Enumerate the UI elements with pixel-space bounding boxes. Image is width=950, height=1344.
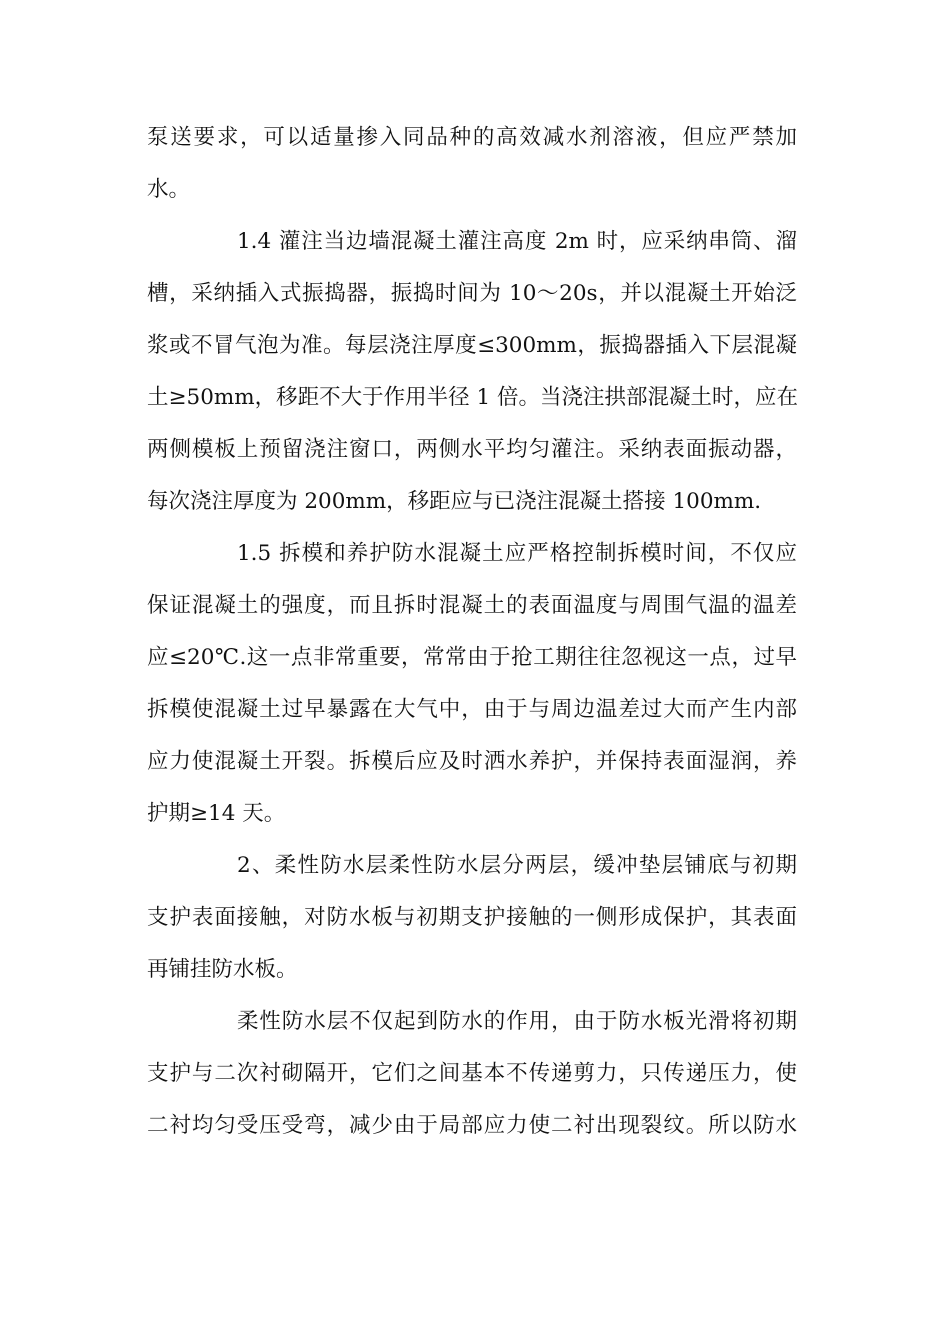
text-line: 拆模使混凝土过早暴露在大气中，由于与周边温差过大而产生内部 bbox=[147, 697, 797, 722]
text-line: 应力使混凝土开裂。拆模后应及时洒水养护，并保持表面湿润，养 bbox=[147, 749, 797, 774]
paragraph-first-line: 1.5 拆模和养护防水混凝土应严格控制拆模时间，不仅应 bbox=[237, 541, 797, 566]
text-line: 土≥50mm，移距不大于作用半径 1 倍。当浇注拱部混凝土时，应在 bbox=[147, 385, 798, 410]
text-line: 保证混凝土的强度，而且拆时混凝土的表面温度与周围气温的温差 bbox=[147, 593, 797, 618]
text-line: 支护与二次衬砌隔开，它们之间基本不传递剪力，只传递压力，使 bbox=[147, 1061, 797, 1086]
text-line: 两侧模板上预留浇注窗口，两侧水平均匀灌注。采纳表面振动器， bbox=[147, 437, 797, 462]
paragraph-first-line: 柔性防水层不仅起到防水的作用，由于防水板光滑将初期 bbox=[237, 1009, 797, 1034]
text-line: 水。 bbox=[147, 177, 191, 202]
paragraph-first-line: 1.4 灌注当边墙混凝土灌注高度 2m 时，应采纳串筒、溜 bbox=[237, 229, 797, 254]
text-line: 支护表面接触，对防水板与初期支护接触的一侧形成保护，其表面 bbox=[147, 905, 797, 930]
text-line: 二衬均匀受压受弯，减少由于局部应力使二衬出现裂纹。所以防水 bbox=[147, 1113, 797, 1138]
text-line: 每次浇注厚度为 200mm，移距应与已浇注混凝土搭接 100mm. bbox=[147, 489, 762, 514]
text-line: 应≤20℃.这一点非常重要，常常由于抢工期往往忽视这一点，过早 bbox=[147, 645, 797, 670]
text-line: 泵送要求，可以适量掺入同品种的高效减水剂溶液，但应严禁加 bbox=[147, 125, 797, 150]
text-line: 护期≥14 天。 bbox=[147, 801, 286, 826]
paragraph-first-line: 2、柔性防水层柔性防水层分两层，缓冲垫层铺底与初期 bbox=[237, 853, 797, 878]
text-line: 槽，采纳插入式振捣器，振捣时间为 10～20s，并以混凝土开始泛 bbox=[147, 281, 797, 306]
text-line: 浆或不冒气泡为准。每层浇注厚度≤300mm，振捣器插入下层混凝 bbox=[147, 333, 797, 358]
text-line: 再铺挂防水板。 bbox=[147, 957, 298, 982]
